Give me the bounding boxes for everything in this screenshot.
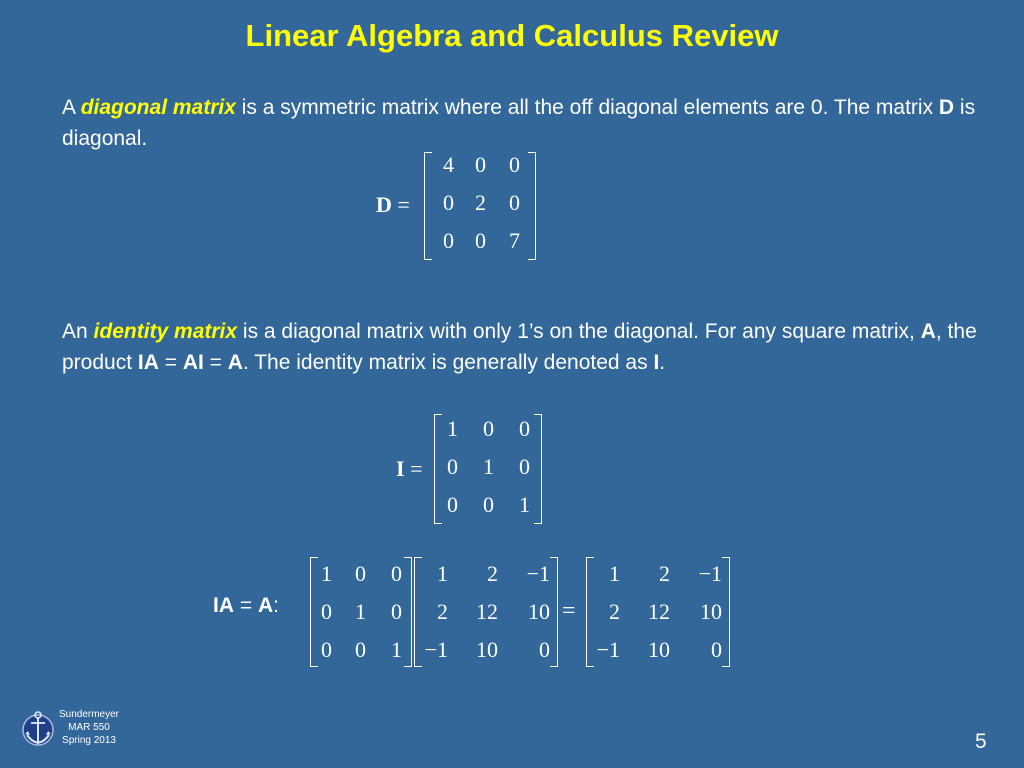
footer-credit <box>54 708 124 747</box>
matrix-cell: 10 <box>648 637 670 662</box>
footer-course: MAR 550 <box>68 722 110 733</box>
matrix-cell: 0 <box>711 637 722 662</box>
matrix-cell: 1 <box>391 637 402 662</box>
text: is a diagonal matrix with only 1’s on the diagonal. For any square matrix, <box>237 320 921 343</box>
symbol-d: D <box>938 96 955 119</box>
matrix-cell: 0 <box>391 599 402 624</box>
left-identity-matrix <box>310 557 412 667</box>
matrix-cell: 1 <box>355 599 366 624</box>
text: = <box>203 351 228 374</box>
text: An <box>62 320 94 343</box>
matrix-cell: 0 <box>509 190 520 215</box>
text: = <box>158 351 183 374</box>
d-matrix-label: D = <box>376 192 410 217</box>
keyword-diagonal-matrix: diagonal matrix <box>80 96 236 119</box>
matrix-cell: 4 <box>443 152 454 177</box>
diagonal-paragraph <box>62 92 982 154</box>
matrix-cell: 2 <box>659 561 670 586</box>
symbol-ia: IA <box>137 351 159 374</box>
matrix-cell: 0 <box>443 190 454 215</box>
matrix-cell: 0 <box>443 228 454 253</box>
symbol-a: A <box>920 320 936 343</box>
matrix-cell: −1 <box>698 561 722 586</box>
matrix-cell: 0 <box>483 416 494 441</box>
matrix-cell: 2 <box>475 190 486 215</box>
matrix-cell: 0 <box>447 454 458 479</box>
matrix-cell: 0 <box>475 152 486 177</box>
footer-term: Spring 2013 <box>62 735 116 746</box>
text: A <box>62 96 81 119</box>
text: , the product <box>62 320 977 374</box>
symbol-a: A <box>227 351 243 374</box>
matrix-cell: 10 <box>700 599 722 624</box>
matrix-cell: −1 <box>526 561 550 586</box>
matrix-cell: 2 <box>609 599 620 624</box>
matrix-cell: −1 <box>424 637 448 662</box>
matrix-cell: 0 <box>539 637 550 662</box>
matrix-cell: 0 <box>391 561 402 586</box>
identity-paragraph <box>62 316 982 378</box>
matrix-cell: −1 <box>596 637 620 662</box>
d-matrix <box>424 152 536 260</box>
anchor-seal-icon <box>20 706 56 752</box>
page-number: 5 <box>975 730 987 753</box>
i-matrix-label: I = <box>396 456 423 481</box>
matrix-cell: 1 <box>609 561 620 586</box>
slide-title: Linear Algebra and Calculus Review <box>245 18 779 53</box>
matrix-cell: 10 <box>528 599 550 624</box>
matrix-cell: 0 <box>519 454 530 479</box>
symbol-i: I <box>653 351 660 374</box>
keyword-identity-matrix: identity matrix <box>93 320 238 343</box>
result-matrix <box>586 557 730 667</box>
matrix-cell: 1 <box>519 492 530 517</box>
matrix-cell: 0 <box>483 492 494 517</box>
matrix-cell: 2 <box>487 561 498 586</box>
equals-sign: = <box>562 598 576 624</box>
matrix-cell: 10 <box>476 637 498 662</box>
text: . <box>659 351 666 374</box>
i-matrix <box>434 414 542 524</box>
matrix-cell: 0 <box>355 637 366 662</box>
matrix-cell: 1 <box>447 416 458 441</box>
matrix-cell: 1 <box>321 561 332 586</box>
footer-author: Sundermeyer <box>58 709 120 720</box>
middle-matrix <box>414 557 558 667</box>
matrix-cell: 0 <box>321 637 332 662</box>
text: is diagonal. <box>62 96 976 150</box>
matrix-cell: 0 <box>321 599 332 624</box>
text: . The identity matrix is generally denoted as <box>242 351 654 374</box>
matrix-cell: 1 <box>483 454 494 479</box>
matrix-cell: 7 <box>509 228 520 253</box>
matrix-cell: 1 <box>437 561 448 586</box>
matrix-cell: 0 <box>475 228 486 253</box>
matrix-cell: 2 <box>437 599 448 624</box>
text: is a symmetric matrix where all the off diagonal elements are 0. The matrix <box>235 96 939 119</box>
matrix-cell: 0 <box>519 416 530 441</box>
product-label: IA = A: <box>213 594 279 617</box>
matrix-cell: 0 <box>447 492 458 517</box>
symbol-ai: AI <box>182 351 204 374</box>
matrix-cell: 0 <box>509 152 520 177</box>
matrix-cell: 12 <box>476 599 498 624</box>
matrix-cell: 0 <box>355 561 366 586</box>
matrix-cell: 12 <box>648 599 670 624</box>
